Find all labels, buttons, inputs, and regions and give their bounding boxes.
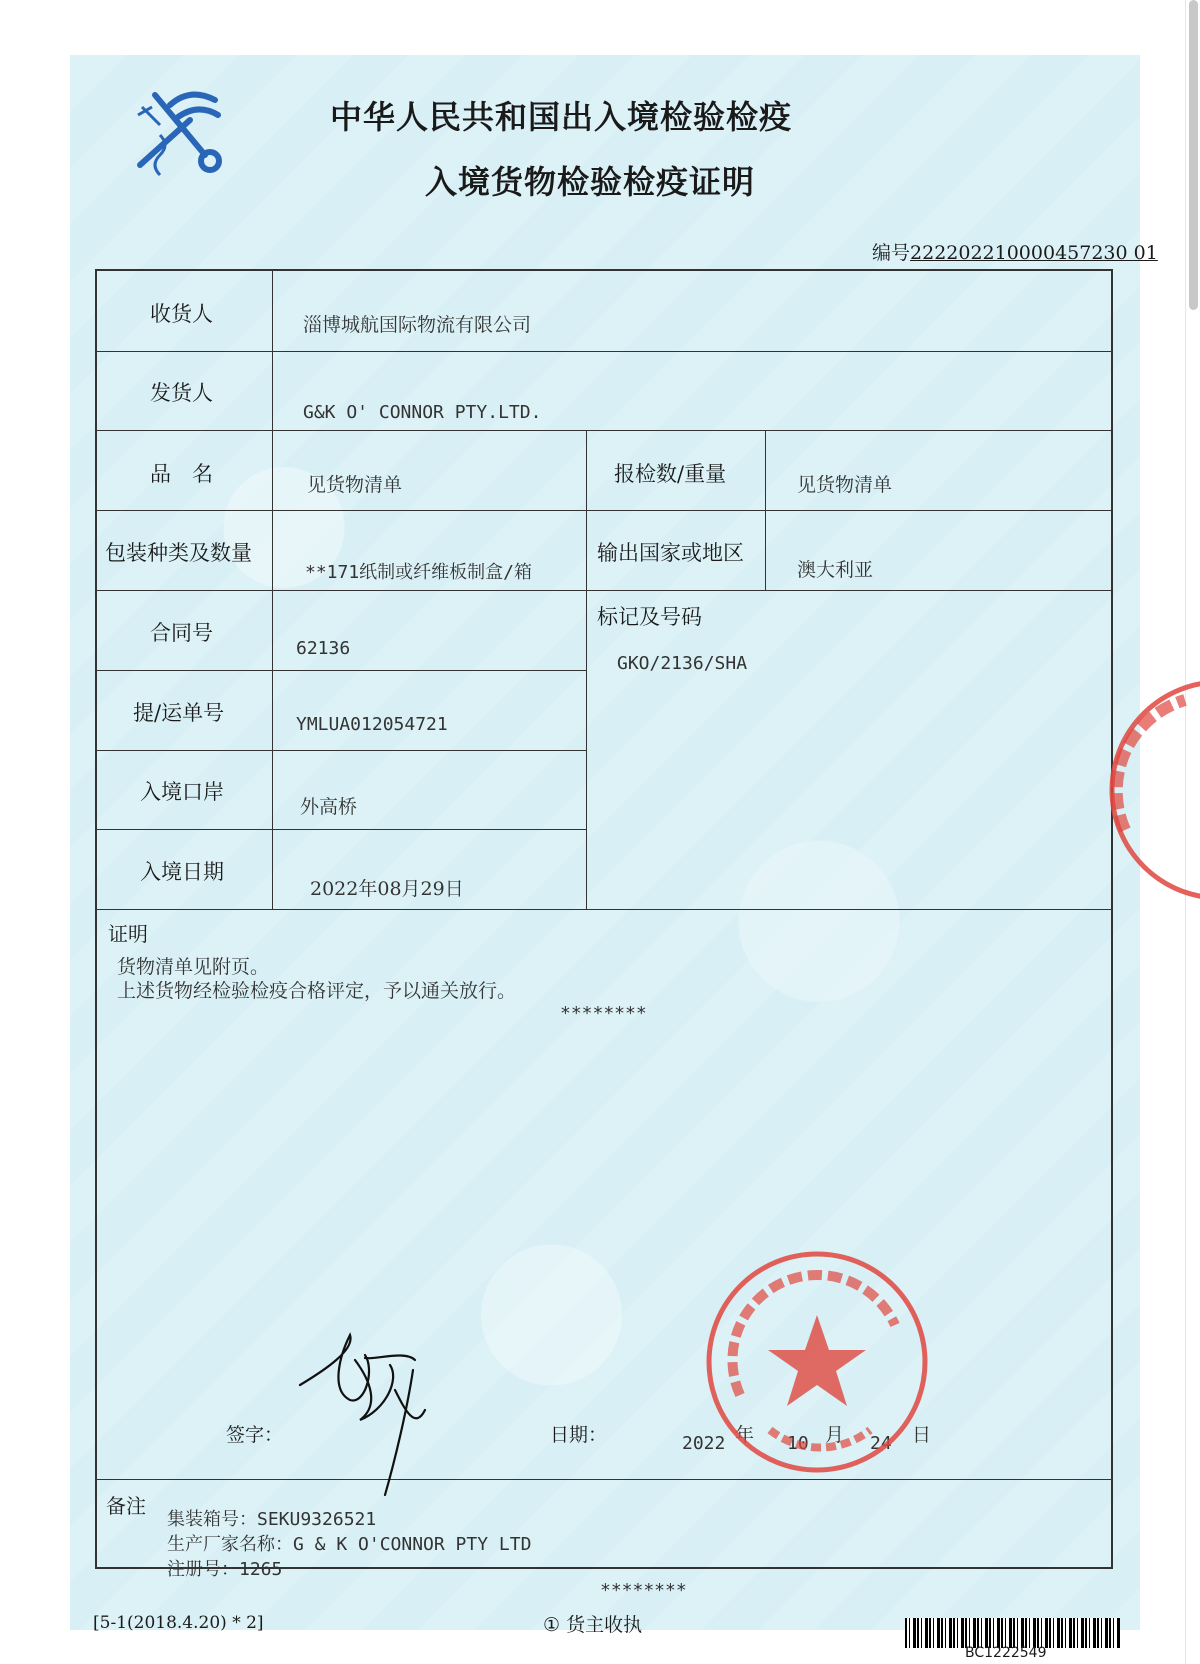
consignee-value: 淄博城航国际物流有限公司 bbox=[303, 314, 532, 336]
handwritten-signature bbox=[295, 1330, 465, 1500]
statement-heading: 证明 bbox=[108, 922, 148, 946]
consignor-value: G&K O' CONNOR PTY.LTD. bbox=[303, 402, 542, 423]
remarks-registration: 注册号：1265 bbox=[167, 1559, 283, 1580]
remarks-heading: 备注 bbox=[106, 1494, 146, 1518]
bl-label: 提/运单号 bbox=[133, 701, 225, 725]
sign-year-unit: 年 bbox=[735, 1424, 755, 1446]
goods-name-label: 品 名 bbox=[150, 462, 213, 486]
sign-date-label: 日期： bbox=[550, 1424, 608, 1446]
cert-no-label: 编号 bbox=[872, 242, 911, 264]
sign-month: 10 bbox=[787, 1433, 809, 1454]
qty-weight-label: 报检数/重量 bbox=[614, 462, 727, 486]
qty-weight-value: 见货物清单 bbox=[797, 474, 893, 496]
statement-stars: ******** bbox=[560, 1003, 647, 1024]
cert-no-value: 222202210000457230 01 bbox=[910, 242, 1158, 264]
origin-value: 澳大利亚 bbox=[797, 559, 874, 581]
remarks-manufacturer: 生产厂家名称：G & K O'CONNOR PTY LTD bbox=[167, 1534, 532, 1555]
goods-name-value: 见货物清单 bbox=[307, 474, 403, 496]
certificate-table bbox=[95, 269, 1113, 1569]
origin-label: 输出国家或地区 bbox=[597, 541, 744, 565]
consignor-label: 发货人 bbox=[150, 381, 213, 405]
sign-year: 2022 bbox=[682, 1433, 726, 1454]
remarks-stars: ******** bbox=[600, 1580, 687, 1601]
consignee-label: 收货人 bbox=[150, 302, 213, 326]
certificate-number bbox=[872, 238, 1158, 265]
contract-value: 62136 bbox=[296, 638, 351, 659]
barcode-text: BC1222549 bbox=[965, 1645, 1047, 1661]
sign-month-unit: 月 bbox=[825, 1424, 845, 1446]
port-label: 入境口岸 bbox=[140, 780, 224, 804]
packing-label: 包装种类及数量 bbox=[105, 541, 252, 565]
contract-label: 合同号 bbox=[150, 621, 213, 645]
ciq-emblem-logo bbox=[130, 85, 230, 180]
title-line2: 入境货物检验检疫证明 bbox=[425, 163, 756, 201]
bl-value: YMLUA012054721 bbox=[296, 714, 448, 735]
marks-label: 标记及号码 bbox=[597, 605, 702, 629]
sign-day: 24 bbox=[870, 1433, 892, 1454]
remarks-container: 集装箱号：SEKU9326521 bbox=[167, 1509, 377, 1530]
entry-date-label: 入境日期 bbox=[140, 860, 224, 884]
official-stamp bbox=[700, 1245, 935, 1480]
marks-value: GKO/2136/SHA bbox=[617, 653, 748, 674]
copy-label: ① 货主收执 bbox=[543, 1614, 643, 1636]
port-value: 外高桥 bbox=[300, 796, 358, 818]
title-line1: 中华人民共和国出入境检验检疫 bbox=[330, 98, 793, 136]
sign-day-unit: 日 bbox=[912, 1424, 932, 1446]
edge-stamp bbox=[1105, 670, 1200, 910]
form-code: [5-1(2018.4.20) * 2] bbox=[93, 1613, 264, 1633]
packing-value: **171纸制或纤维板制盒/箱 bbox=[305, 562, 533, 583]
vertical-scrollbar[interactable] bbox=[1189, 0, 1198, 310]
barcode bbox=[905, 1618, 1120, 1648]
sign-label: 签字： bbox=[226, 1424, 284, 1446]
statement-line1: 货物清单见附页。 bbox=[117, 956, 270, 978]
entry-date-value: 2022年08月29日 bbox=[310, 878, 464, 900]
statement-line2: 上述货物经检验检疫合格评定，予以通关放行。 bbox=[117, 980, 517, 1002]
